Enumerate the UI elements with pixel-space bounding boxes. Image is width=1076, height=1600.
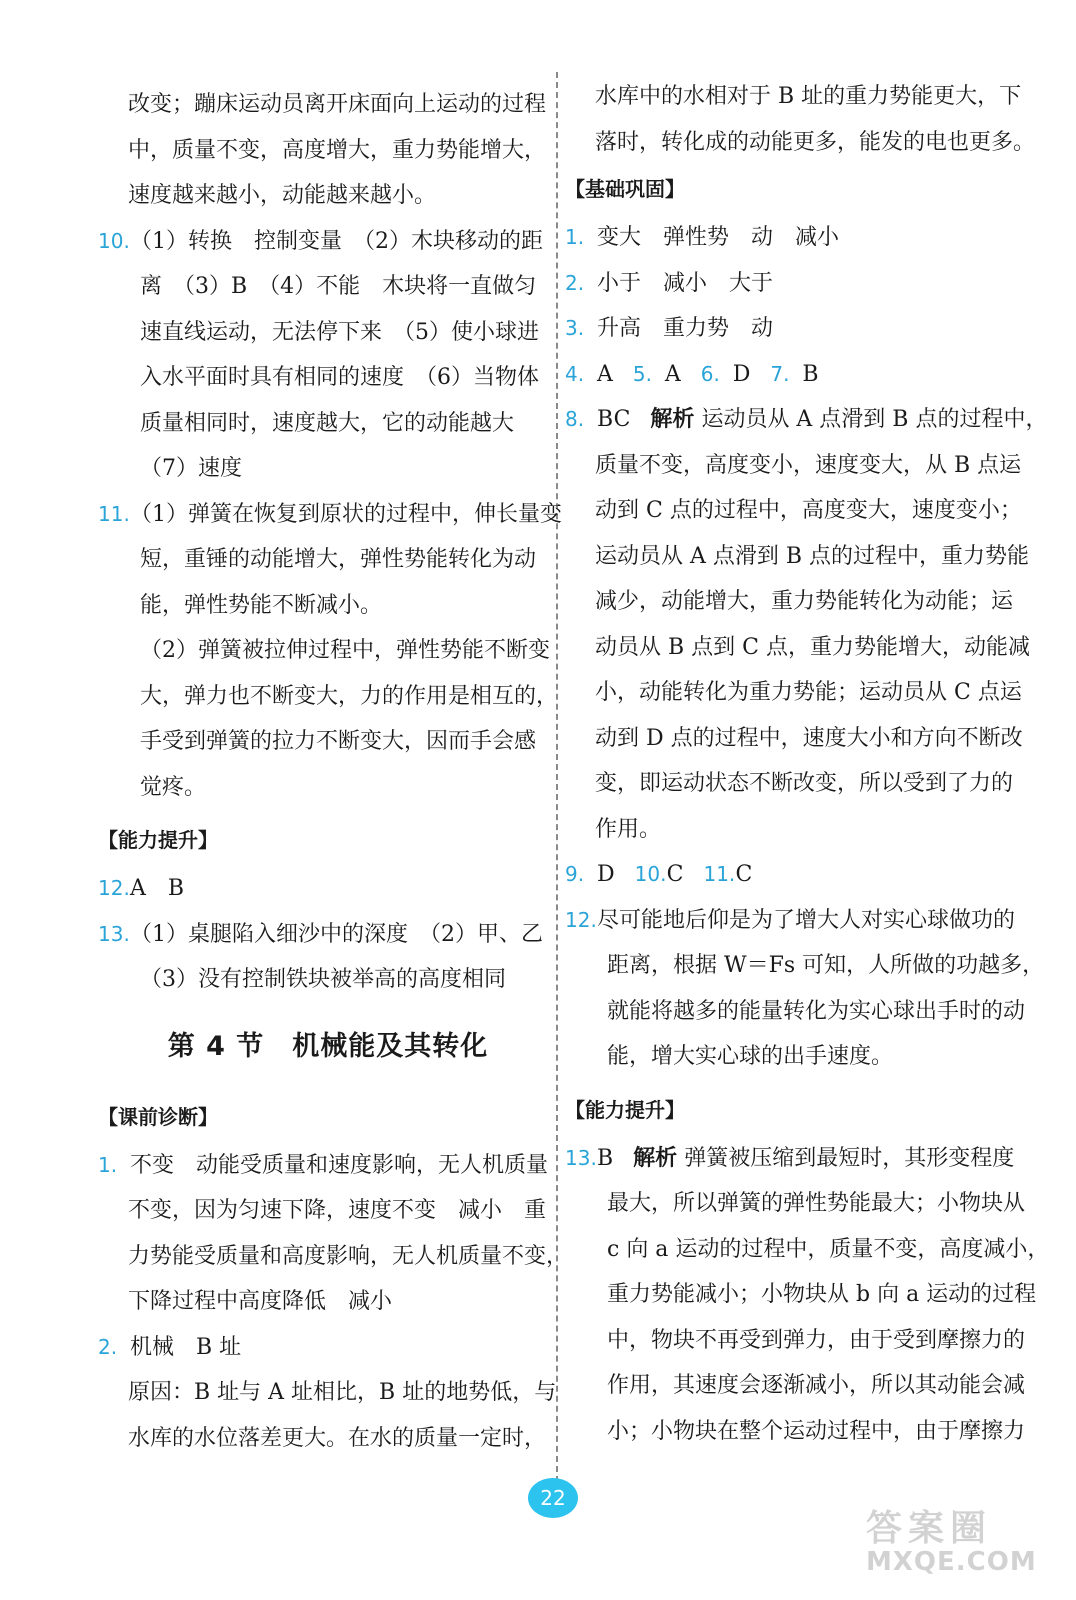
p2-line: 原因：B 址与 A 址相比，B 址的地势低，与 [128, 1380, 557, 1405]
b12-line: 距离，根据 W＝Fs 可知，人所做的功越多， [607, 953, 1045, 978]
q11-line: 手受到弹簧的拉力不断变大，因而手会感 [140, 729, 537, 754]
watermark-text: 答案圈 [866, 1508, 993, 1549]
q10-line: 10.（1）转换 控制变量 （2）木块移动的距 [98, 219, 558, 265]
b12-line: 12.尽可能地后仰是为了增大人对实心球做功的 [565, 898, 1035, 944]
q11-line: 能，弹性势能不断减小。 [140, 592, 383, 618]
q10-line: 入水平面时具有相同的速度 （6）当物体 [140, 365, 539, 390]
section-heading-ability: 【能力提升】 [98, 828, 218, 852]
q11-line: 觉疼。 [140, 774, 207, 800]
b2-line: 2. 小于 减小 大于 [565, 261, 1035, 307]
q9-continued-line: 中，质量不变，高度增大，重力势能增大， [128, 137, 547, 163]
question-number: 1. [98, 1152, 118, 1177]
q10-line: 质量相同时，速度越大，它的动能越大 [140, 410, 515, 436]
b8-line: 变，即运动状态不断改变，所以受到了力的 [595, 771, 1014, 796]
b13-line: 重力势能减小；小物块从 b 向 a 运动的过程 [607, 1282, 1037, 1307]
analysis-label: 解析 [650, 407, 695, 432]
question-number: 7. [770, 361, 790, 386]
question-number: 8. [565, 407, 585, 431]
b8-line: 减少，动能增大，重力势能转化为动能；运 [595, 589, 1014, 614]
q11-line: （2）弹簧被拉伸过程中，弹性势能不断变 [140, 638, 550, 663]
question-number: 11. [703, 862, 736, 886]
b8-line: 作用。 [595, 816, 662, 842]
p2-continued-line: 落时，转化成的动能更多，能发的电也更多。 [595, 129, 1036, 155]
question-number: 5. [632, 361, 652, 386]
left-column [98, 82, 569, 1461]
right-column [565, 82, 1050, 1454]
b8-line: 动到 C 点的过程中，高度变大，速度变小； [595, 498, 1022, 523]
question-number: 9. [565, 862, 585, 886]
question-number: 4. [565, 361, 585, 386]
q9-continued-line: 速度越来越小，动能越来越小。 [128, 183, 437, 208]
b13-line: 小；小物块在整个运动过程中，由于摩擦力 [607, 1418, 1026, 1444]
question-number: 10. [634, 862, 667, 886]
question-number: 2. [98, 1334, 118, 1359]
section-heading-basic: 【基础巩固】 [565, 177, 685, 201]
b8-line: 运动员从 A 点滑到 B 点的过程中，重力势能 [595, 543, 1030, 569]
p1-line: 力势能受质量和高度影响，无人机质量不变， [128, 1243, 569, 1269]
watermark-domain: MXQE.COM [866, 1547, 1037, 1577]
b9-11-line: 9. D 10.C 11.C [565, 852, 1035, 898]
p1-line: 下降过程中高度降低 减小 [128, 1289, 393, 1314]
b8-line: 动到 D 点的过程中，速度大小和方向不断改 [595, 725, 1023, 751]
b12-line: 就能将越多的能量转化为实心球出手时的动 [607, 998, 1026, 1024]
b1-line: 1. 变大 弹性势 动 减小 [565, 215, 1035, 261]
section-title: 第 4 节 机械能及其转化 [167, 1030, 489, 1062]
question-number: 13. [565, 1145, 597, 1170]
p2-line: 2. 机械 B 址 [98, 1325, 558, 1371]
q13-line: 13.（1）桌腿陷入细沙中的深度 （2）甲、乙 [98, 912, 558, 958]
p2-line: 水库的水位落差更大。在水的质量一定时， [128, 1425, 547, 1451]
b13-line: 作用，其速度会逐渐减小，所以其动能会减 [607, 1373, 1026, 1398]
section-heading-ability: 【能力提升】 [565, 1097, 685, 1122]
b8-line: 小，动能转化为重力势能；运动员从 C 点运 [595, 680, 1022, 705]
b8-line: 质量不变，高度变小，速度变大，从 B 点运 [595, 452, 1022, 478]
q10-line: 速直线运动，无法停下来 （5）使小球进 [140, 319, 539, 345]
b8-line: 动员从 B 点到 C 点，重力势能增大，动能减 [595, 634, 1030, 660]
question-number: 13. [98, 921, 130, 946]
q10-line: 离 （3）B （4）不能 木块将一直做匀 [140, 274, 537, 299]
question-number: 12. [565, 907, 597, 932]
q11-line: 短，重锤的动能增大，弹性势能转化为动 [140, 547, 537, 572]
b13-line: c 向 a 运动的过程中，质量不变，高度减小， [607, 1236, 1050, 1262]
question-number: 11. [98, 501, 130, 526]
question-number: 12. [98, 876, 130, 900]
b3-line: 3. 升高 重力势 动 [565, 306, 1035, 352]
q11-line: 大，弹力也不断变大，力的作用是相互的， [140, 683, 559, 709]
question-number: 3. [565, 316, 585, 340]
b13-line: 中，物块不再受到弹力，由于受到摩擦力的 [607, 1327, 1026, 1353]
q11-line: 11.（1）弹簧在恢复到原状的过程中，伸长量变 [98, 492, 558, 538]
p1-line: 1. 不变 动能受质量和速度影响，无人机质量 [98, 1143, 558, 1189]
analysis-label: 解析 [633, 1145, 678, 1171]
q9-continued-line: 改变；蹦床运动员离开床面向上运动的过程 [128, 92, 547, 117]
watermark-logo [866, 1500, 1046, 1590]
q13-line: （3）没有控制铁块被举高的高度相同 [140, 967, 506, 992]
b8-line: 8. BC 解析 运动员从 A 点滑到 B 点的过程中， [565, 397, 1035, 443]
question-number: 6. [700, 361, 720, 386]
question-number: 10. [98, 228, 130, 253]
b12-line: 能，增大实心球的出手速度。 [607, 1044, 894, 1069]
q12-line: 12.A B [98, 866, 558, 912]
q10-line: （7）速度 [140, 456, 242, 481]
p1-line: 不变，因为匀速下降，速度不变 减小 重 [128, 1198, 547, 1223]
p2-continued-line: 水库中的水相对于 B 址的重力势能更大，下 [595, 84, 1022, 109]
b13-line: 最大，所以弹簧的弹性势能最大；小物块从 [607, 1191, 1026, 1216]
question-number: 2. [565, 270, 585, 295]
b4-7-line: 4. A 5. A 6. D 7. B [565, 352, 1035, 398]
question-number: 1. [565, 225, 585, 249]
page-number-badge: 22 [528, 1478, 578, 1518]
section-heading-pre: 【课前诊断】 [98, 1104, 218, 1129]
b13-line: 13.B 解析 弹簧被压缩到最短时，其形变程度 [565, 1136, 1035, 1182]
